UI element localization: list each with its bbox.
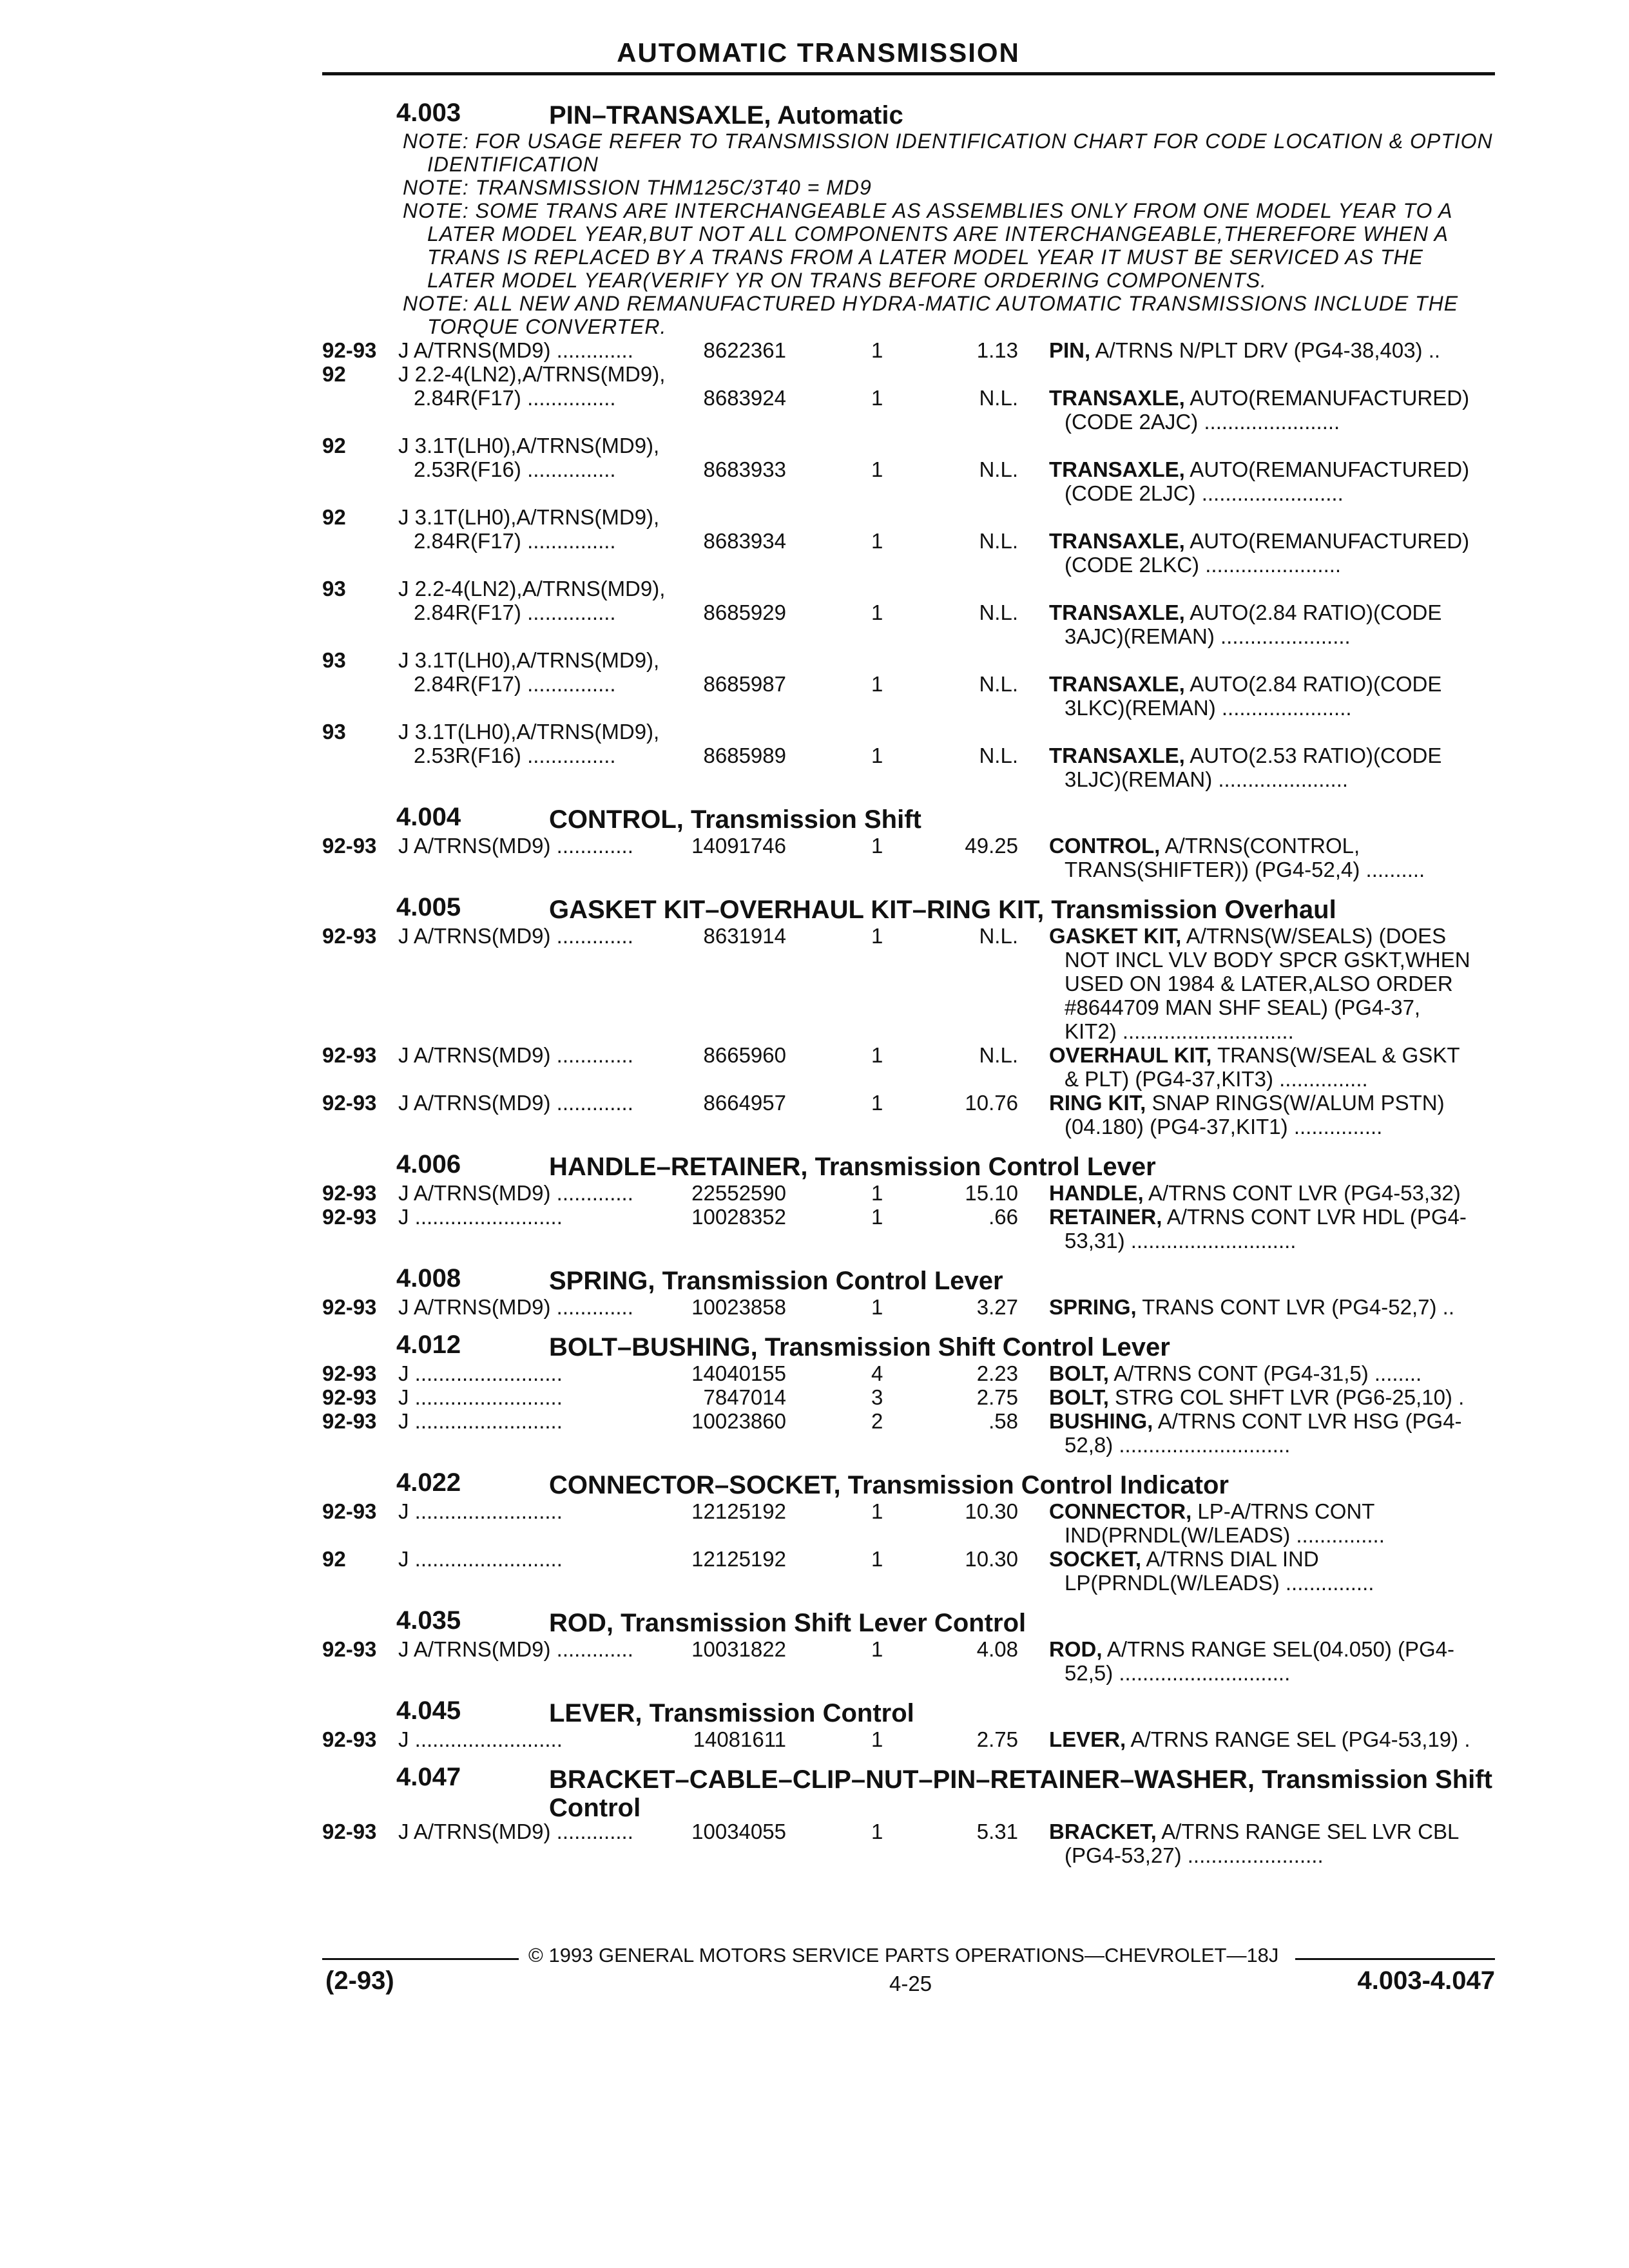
price: 10.30 (965, 1499, 1018, 1523)
model-year: 92-93 (322, 1409, 377, 1433)
usage-line: J A/TRNS(MD9) ............. (398, 1181, 633, 1205)
usage-line: J ......................... (398, 1205, 563, 1229)
model-year: 93 (322, 577, 346, 601)
description-cell (1049, 1091, 1504, 1139)
footer-copyright: © 1993 GENERAL MOTORS SERVICE PARTS OPERATIONS—CHEVROLET—18J (528, 1944, 1279, 1966)
description-line: TRANS(SHIFTER)) (PG4-52,4) .......... (1065, 858, 1425, 881)
usage-line: J A/TRNS(MD9) ............. (398, 1091, 633, 1115)
section-heading (322, 1150, 1501, 1181)
part-row (322, 1361, 1501, 1385)
usage-line: J 3.1T(LH0),A/TRNS(MD9), (398, 434, 660, 457)
description-line: NOT INCL VLV BODY SPCR GSKT,WHEN (1065, 948, 1470, 972)
description-line: A/TRNS CONT (PG4-31,5) ........ (1108, 1361, 1422, 1385)
section-heading (322, 1468, 1501, 1499)
description-line: A/TRNS RANGE SEL LVR CBL (1156, 1820, 1460, 1843)
usage-line: 2.84R(F17) ............... (414, 672, 616, 696)
quantity: 1 (871, 1205, 883, 1229)
section-title: HANDLE–RETAINER, Transmission Control Lever (549, 1153, 1156, 1181)
part-row (322, 1409, 1501, 1457)
usage-line: J A/TRNS(MD9) ............. (398, 1820, 633, 1843)
price: N.L. (979, 672, 1018, 696)
description-keyword: OVERHAUL KIT, (1049, 1043, 1212, 1067)
section-number: 4.045 (396, 1696, 461, 1725)
model-year: 92-93 (322, 1727, 377, 1751)
section-heading (322, 1606, 1501, 1637)
description-line: #8644709 MAN SHF SEAL) (PG4-37, (1065, 995, 1421, 1019)
page-header-title: AUTOMATIC TRANSMISSION (617, 37, 1020, 68)
part-row (322, 1295, 1501, 1319)
usage-line: 2.84R(F17) ............... (414, 601, 616, 624)
description-line: 3LKC)(REMAN) ...................... (1065, 696, 1352, 720)
part-number: 8622361 (703, 338, 786, 362)
description-cell (1049, 601, 1504, 648)
price: 10.76 (965, 1091, 1018, 1115)
part-number: 8665960 (703, 1043, 786, 1067)
part-number: 8664957 (703, 1091, 786, 1115)
description-line: LP-A/TRNS CONT (1191, 1499, 1375, 1523)
part-number: 8683934 (703, 529, 786, 553)
model-year: 92-93 (322, 1091, 377, 1115)
description-keyword: PIN, (1049, 338, 1091, 362)
part-row (322, 1499, 1501, 1547)
price: 15.10 (965, 1181, 1018, 1205)
parts-listing (322, 87, 1501, 1867)
description-keyword: TRANSAXLE, (1049, 457, 1185, 481)
part-row (322, 1181, 1501, 1205)
section-title: SPRING, Transmission Control Lever (549, 1267, 1003, 1295)
section-title: CONTROL, Transmission Shift (549, 805, 921, 834)
usage-line: J 2.2-4(LN2),A/TRNS(MD9), (398, 362, 666, 386)
price: 2.23 (976, 1361, 1018, 1385)
usage-line: 2.53R(F16) ............... (414, 744, 616, 767)
description-cell (1049, 1499, 1504, 1547)
price: N.L. (979, 386, 1018, 410)
section-number: 4.035 (396, 1606, 461, 1635)
part-row (322, 362, 1501, 434)
model-year: 92-93 (322, 924, 377, 948)
price: N.L. (979, 924, 1018, 948)
section-title: GASKET KIT–OVERHAUL KIT–RING KIT, Transmission Overhaul (549, 896, 1336, 924)
model-year: 92 (322, 362, 346, 386)
description-keyword: SPRING, (1049, 1295, 1137, 1319)
description-keyword: BOLT, (1049, 1385, 1109, 1409)
description-line: A/TRNS(CONTROL, (1160, 834, 1360, 858)
part-row (322, 1547, 1501, 1595)
section-title: LEVER, Transmission Control (549, 1699, 914, 1727)
description-cell (1049, 1637, 1504, 1685)
description-cell (1049, 744, 1504, 791)
usage-line: J ......................... (398, 1409, 563, 1433)
section-number: 4.004 (396, 803, 461, 831)
description-keyword: TRANSAXLE, (1049, 386, 1185, 410)
note-line: NOTE: ALL NEW AND REMANUFACTURED HYDRA-MATIC AUTOMATIC TRANSMISSIONS INCLUDE THE (403, 292, 1459, 315)
price: .66 (988, 1205, 1018, 1229)
quantity: 1 (871, 1727, 883, 1751)
description-line: A/TRNS DIAL IND (1141, 1547, 1319, 1571)
price: 3.27 (976, 1295, 1018, 1319)
price: 49.25 (965, 834, 1018, 858)
description-line: & PLT) (PG4-37,KIT3) ............... (1065, 1067, 1368, 1091)
model-year: 92-93 (322, 1820, 377, 1843)
price: N.L. (979, 1043, 1018, 1067)
description-keyword: CONTROL, (1049, 834, 1161, 858)
description-line: (04.180) (PG4-37,KIT1) ............... (1065, 1115, 1383, 1139)
description-line: A/TRNS CONT LVR HSG (PG4- (1153, 1409, 1462, 1433)
model-year: 92-93 (322, 834, 377, 858)
quantity: 1 (871, 672, 883, 696)
model-year: 92-93 (322, 1361, 377, 1385)
part-number: 10023858 (691, 1295, 786, 1319)
usage-line: J A/TRNS(MD9) ............. (398, 1637, 633, 1661)
description-keyword: BOLT, (1049, 1361, 1109, 1385)
part-number: 8683933 (703, 457, 786, 481)
usage-line: J 3.1T(LH0),A/TRNS(MD9), (398, 648, 660, 672)
usage-line: J ......................... (398, 1727, 563, 1751)
description-line: TRANS CONT LVR (PG4-52,7) .. (1136, 1295, 1454, 1319)
part-row (322, 1637, 1501, 1685)
footer-rule-left (322, 1958, 519, 1960)
section-number: 4.006 (396, 1150, 461, 1178)
part-row (322, 924, 1501, 1043)
usage-note (403, 292, 1501, 338)
usage-line: 2.84R(F17) ............... (414, 386, 616, 410)
description-cell (1049, 1820, 1504, 1867)
section-number: 4.047 (396, 1763, 461, 1791)
part-row (322, 1043, 1501, 1091)
description-line: AUTO(2.84 RATIO)(CODE (1184, 601, 1442, 624)
model-year: 92-93 (322, 1637, 377, 1661)
usage-line: J 3.1T(LH0),A/TRNS(MD9), (398, 505, 660, 529)
usage-line: J A/TRNS(MD9) ............. (398, 1295, 633, 1319)
model-year: 92 (322, 1547, 346, 1571)
quantity: 1 (871, 601, 883, 624)
description-cell (1049, 924, 1504, 1043)
quantity: 1 (871, 1637, 883, 1661)
description-cell (1049, 529, 1504, 577)
usage-line: 2.84R(F17) ............... (414, 529, 616, 553)
part-number: 22552590 (691, 1181, 786, 1205)
part-number: 8685987 (703, 672, 786, 696)
part-row (322, 1091, 1501, 1139)
note-line: NOTE: TRANSMISSION THM125C/3T40 = MD9 (403, 176, 872, 199)
description-cell (1049, 1043, 1504, 1091)
part-number: 8631914 (703, 924, 786, 948)
usage-line: J ......................... (398, 1361, 563, 1385)
part-number: 8685989 (703, 744, 786, 767)
description-line: (CODE 2LJC) ........................ (1065, 481, 1344, 505)
section-heading (322, 803, 1501, 834)
quantity: 1 (871, 1820, 883, 1843)
part-row (322, 1820, 1501, 1867)
price: N.L. (979, 457, 1018, 481)
description-line: IND(PRNDL(W/LEADS) ............... (1065, 1523, 1385, 1547)
usage-line: J A/TRNS(MD9) ............. (398, 834, 633, 858)
description-keyword: RETAINER, (1049, 1205, 1162, 1229)
description-line: 52,8) ............................. (1065, 1433, 1291, 1457)
description-cell (1049, 834, 1504, 881)
description-keyword: BUSHING, (1049, 1409, 1153, 1433)
note-line: IDENTIFICATION (427, 153, 599, 176)
description-line: AUTO(REMANUFACTURED) (1184, 386, 1470, 410)
model-year: 92 (322, 434, 346, 457)
usage-line: J A/TRNS(MD9) ............. (398, 338, 633, 362)
part-number: 7847014 (703, 1385, 786, 1409)
description-line: A/TRNS RANGE SEL (PG4-53,19) . (1126, 1727, 1470, 1751)
price: 10.30 (965, 1547, 1018, 1571)
quantity: 2 (871, 1409, 883, 1433)
usage-line: J ......................... (398, 1385, 563, 1409)
description-line: A/TRNS N/PLT DRV (PG4-38,403) .. (1090, 338, 1441, 362)
description-line: TRANS(W/SEAL & GSKT (1211, 1043, 1460, 1067)
footer-rule-right (1295, 1958, 1495, 1960)
section-title: CONNECTOR–SOCKET, Transmission Control Indicator (549, 1471, 1229, 1499)
footer-page-number: 4-25 (889, 1972, 932, 1995)
description-line: 3AJC)(REMAN) ...................... (1065, 624, 1351, 648)
section-heading (322, 893, 1501, 924)
quantity: 3 (871, 1385, 883, 1409)
quantity: 1 (871, 744, 883, 767)
usage-line: J 3.1T(LH0),A/TRNS(MD9), (398, 720, 660, 744)
description-line: 53,31) ............................ (1065, 1229, 1296, 1253)
section-number: 4.012 (396, 1331, 461, 1359)
description-line: STRG COL SHFT LVR (PG6-25,10) . (1108, 1385, 1465, 1409)
description-keyword: GASKET KIT, (1049, 924, 1182, 948)
usage-line: J ......................... (398, 1547, 563, 1571)
quantity: 1 (871, 386, 883, 410)
model-year: 92-93 (322, 1499, 377, 1523)
description-cell (1049, 1547, 1504, 1595)
model-year: 92-93 (322, 1385, 377, 1409)
usage-note (403, 130, 1501, 176)
usage-line: J ......................... (398, 1499, 563, 1523)
note-line: LATER MODEL YEAR(VERIFY YR ON TRANS BEFORE ORDERING COMPONENTS. (427, 269, 1267, 292)
description-line: AUTO(2.84 RATIO)(CODE (1184, 672, 1442, 696)
price: 2.75 (976, 1727, 1018, 1751)
description-keyword: LEVER, (1049, 1727, 1126, 1751)
quantity: 1 (871, 457, 883, 481)
quantity: 1 (871, 338, 883, 362)
part-row (322, 505, 1501, 577)
description-line: A/TRNS(W/SEALS) (DOES (1181, 924, 1447, 948)
model-year: 93 (322, 720, 346, 744)
price: 4.08 (976, 1637, 1018, 1661)
model-year: 92-93 (322, 1181, 377, 1205)
description-line: AUTO(2.53 RATIO)(CODE (1184, 744, 1442, 767)
part-row (322, 1727, 1501, 1751)
description-line: A/TRNS CONT LVR HDL (PG4- (1162, 1205, 1467, 1229)
quantity: 1 (871, 529, 883, 553)
part-number: 10023860 (691, 1409, 786, 1433)
section-title: ROD, Transmission Shift Lever Control (549, 1609, 1027, 1637)
part-number: 14081611 (693, 1727, 786, 1751)
section-heading (322, 99, 1501, 130)
section-heading (322, 1264, 1501, 1295)
description-cell (1049, 1295, 1504, 1319)
part-number: 8683924 (703, 386, 786, 410)
description-line: AUTO(REMANUFACTURED) (1184, 457, 1470, 481)
part-number: 10034055 (691, 1820, 786, 1843)
usage-line: J 2.2-4(LN2),A/TRNS(MD9), (398, 577, 666, 601)
note-line: NOTE: FOR USAGE REFER TO TRANSMISSION IDENTIFICATION CHART FOR CODE LOCATION & OPTION (403, 130, 1493, 153)
footer-section-range: 4.003-4.047 (1357, 1966, 1495, 1995)
model-year: 92 (322, 505, 346, 529)
model-year: 92-93 (322, 1205, 377, 1229)
usage-note (403, 199, 1501, 292)
quantity: 1 (871, 1091, 883, 1115)
description-keyword: RING KIT, (1049, 1091, 1146, 1115)
section-number: 4.003 (396, 99, 461, 127)
price: N.L. (979, 529, 1018, 553)
description-line: AUTO(REMANUFACTURED) (1184, 529, 1470, 553)
description-line: 52,5) ............................. (1065, 1661, 1291, 1685)
part-row (322, 1205, 1501, 1253)
description-line: SNAP RINGS(W/ALUM PSTN) (1146, 1091, 1445, 1115)
part-row (322, 577, 1501, 648)
price: .58 (988, 1409, 1018, 1433)
description-cell (1049, 1385, 1504, 1409)
section-number: 4.022 (396, 1468, 461, 1497)
description-line: LP(PRNDL(W/LEADS) ............... (1065, 1571, 1374, 1595)
description-keyword: SOCKET, (1049, 1547, 1142, 1571)
description-keyword: TRANSAXLE, (1049, 601, 1185, 624)
quantity: 4 (871, 1361, 883, 1385)
model-year: 92-93 (322, 1295, 377, 1319)
quantity: 1 (871, 1547, 883, 1571)
usage-note (403, 176, 1501, 199)
part-row (322, 834, 1501, 881)
section-title: BRACKET–CABLE–CLIP–NUT–PIN–RETAINER–WASHER, Transmission Shift Control (549, 1765, 1492, 1822)
description-keyword: TRANSAXLE, (1049, 529, 1185, 553)
quantity: 1 (871, 1295, 883, 1319)
price: 5.31 (976, 1820, 1018, 1843)
description-keyword: ROD, (1049, 1637, 1103, 1661)
description-cell (1049, 338, 1504, 362)
part-row (322, 338, 1501, 362)
description-line: 3LJC)(REMAN) ...................... (1065, 767, 1349, 791)
part-number: 12125192 (691, 1499, 786, 1523)
description-keyword: BRACKET, (1049, 1820, 1157, 1843)
quantity: 1 (871, 1499, 883, 1523)
description-keyword: TRANSAXLE, (1049, 672, 1185, 696)
model-year: 92-93 (322, 338, 377, 362)
description-cell (1049, 1409, 1504, 1457)
note-line: TRANS IS REPLACED BY A TRANS FROM A LATER MODEL YEAR IT MUST BE SERVICED AS THE (427, 245, 1423, 269)
price: 1.13 (976, 338, 1018, 362)
part-number: 10028352 (691, 1205, 786, 1229)
footer-date-code: (2-93) (325, 1966, 394, 1995)
note-line: TORQUE CONVERTER. (427, 315, 667, 338)
description-line: USED ON 1984 & LATER,ALSO ORDER (1065, 972, 1453, 995)
usage-line: J A/TRNS(MD9) ............. (398, 924, 633, 948)
model-year: 93 (322, 648, 346, 672)
description-cell (1049, 672, 1504, 720)
usage-line: J A/TRNS(MD9) ............. (398, 1043, 633, 1067)
description-cell (1049, 1181, 1504, 1205)
part-number: 10031822 (691, 1637, 786, 1661)
usage-line: 2.53R(F16) ............... (414, 457, 616, 481)
description-cell (1049, 1205, 1504, 1253)
price: N.L. (979, 601, 1018, 624)
description-cell (1049, 1727, 1504, 1751)
model-year: 92-93 (322, 1043, 377, 1067)
description-line: (CODE 2LKC) ....................... (1065, 553, 1342, 577)
description-line: (PG4-53,27) ....................... (1065, 1843, 1324, 1867)
description-keyword: TRANSAXLE, (1049, 744, 1185, 767)
part-row (322, 720, 1501, 791)
description-line: KIT2) ............................. (1065, 1019, 1294, 1043)
description-keyword: HANDLE, (1049, 1181, 1144, 1205)
section-number: 4.008 (396, 1264, 461, 1293)
description-line: (CODE 2AJC) ....................... (1065, 410, 1340, 434)
part-row (322, 648, 1501, 720)
price: N.L. (979, 744, 1018, 767)
part-number: 14091746 (691, 834, 786, 858)
description-cell (1049, 1361, 1504, 1385)
description-keyword: CONNECTOR, (1049, 1499, 1192, 1523)
description-cell (1049, 386, 1504, 434)
quantity: 1 (871, 1043, 883, 1067)
section-heading (322, 1331, 1501, 1361)
description-line: A/TRNS CONT LVR (PG4-53,32) (1143, 1181, 1461, 1205)
quantity: 1 (871, 924, 883, 948)
quantity: 1 (871, 834, 883, 858)
price: 2.75 (976, 1385, 1018, 1409)
section-number: 4.005 (396, 893, 461, 921)
section-title: PIN–TRANSAXLE, Automatic (549, 101, 903, 130)
part-number: 14040155 (691, 1361, 786, 1385)
quantity: 1 (871, 1181, 883, 1205)
section-title: BOLT–BUSHING, Transmission Shift Control Lever (549, 1333, 1170, 1361)
header-rule (322, 72, 1495, 75)
description-line: A/TRNS RANGE SEL(04.050) (PG4- (1102, 1637, 1455, 1661)
part-row (322, 434, 1501, 505)
section-heading (322, 1696, 1501, 1727)
description-cell (1049, 457, 1504, 505)
section-heading (322, 1763, 1501, 1820)
note-line: LATER MODEL YEAR,BUT NOT ALL COMPONENTS ARE INTERCHANGEABLE,THEREFORE WHEN A (427, 222, 1449, 245)
part-row (322, 1385, 1501, 1409)
part-number: 8685929 (703, 601, 786, 624)
part-number: 12125192 (691, 1547, 786, 1571)
note-line: NOTE: SOME TRANS ARE INTERCHANGEABLE AS ASSEMBLIES ONLY FROM ONE MODEL YEAR TO A (403, 199, 1453, 222)
